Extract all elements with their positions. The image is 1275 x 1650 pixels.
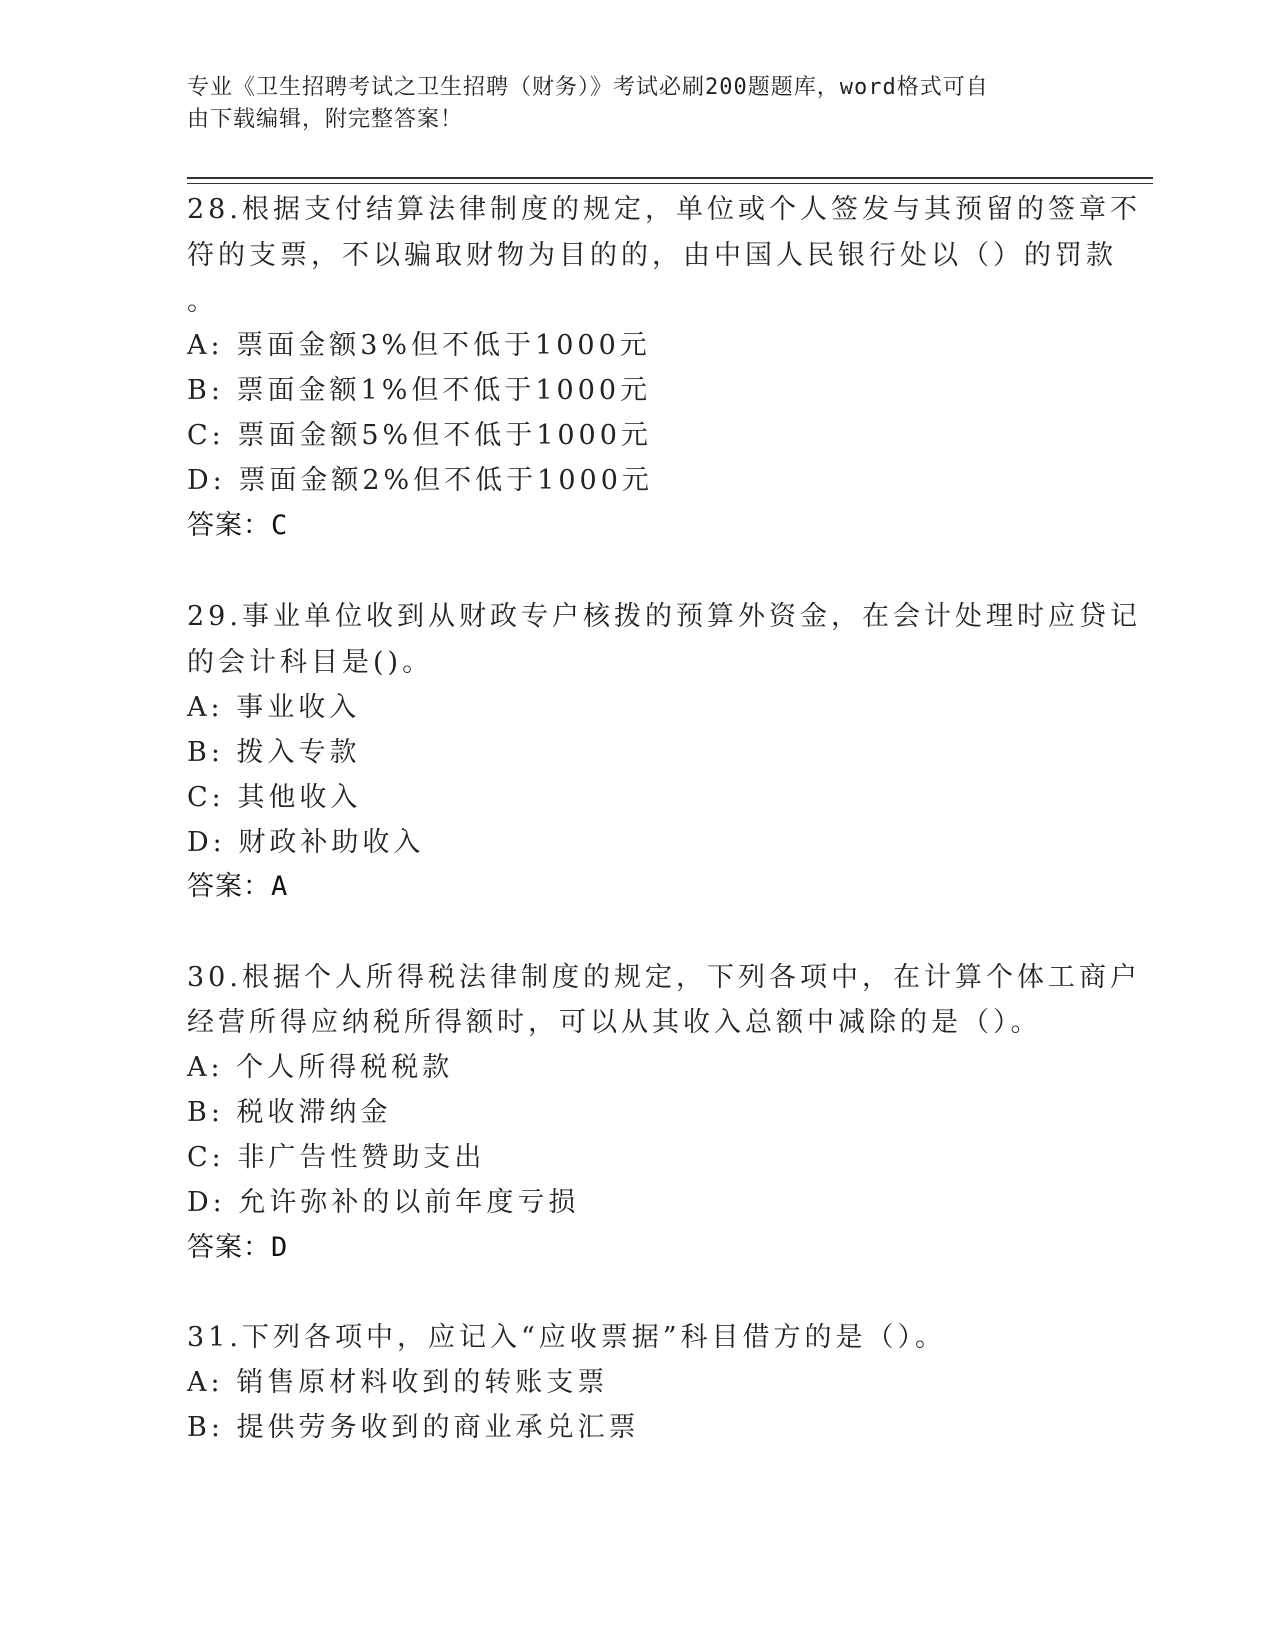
question-30-option-d (187, 1180, 579, 1226)
question-29-option-b (187, 730, 361, 776)
question-30-line-1: 30.根据个人所得税法律制度的规定，下列各项中，在计算个体工商户 (187, 962, 1141, 993)
option-text: 提供劳务收到的商业承兑汇票 (236, 1412, 640, 1443)
question-30-option-b (187, 1090, 392, 1136)
option-text: 其他收入 (237, 782, 362, 813)
question-29-option-d (187, 820, 424, 866)
option-key: C: (187, 420, 225, 451)
header-divider-thick (187, 177, 1153, 179)
question-28-answer: 答案：C (187, 510, 289, 541)
option-key: B: (187, 1097, 224, 1128)
option-text: 税收滞纳金 (236, 1097, 392, 1128)
question-31-option-b (187, 1405, 640, 1451)
question-29-line-1: 29.事业单位收到从财政专户核拨的预算外资金，在会计处理时应贷记 (187, 601, 1141, 632)
option-key: A: (187, 692, 224, 723)
header-line-1: 专业《卫生招聘考试之卫生招聘（财务）》考试必刷200题题库，word格式可自 (187, 75, 989, 100)
question-28-option-d (187, 458, 653, 504)
document-header (187, 72, 1067, 136)
option-key: D: (187, 1187, 226, 1218)
question-28-option-c (187, 413, 652, 459)
option-key: B: (187, 1412, 224, 1443)
question-29-option-a (187, 685, 360, 731)
question-29-answer: 答案：A (187, 871, 289, 902)
question-29-line-2: 的会计科目是()。 (187, 647, 434, 678)
option-key: C: (187, 782, 225, 813)
option-key: B: (187, 737, 224, 768)
option-text: 事业收入 (236, 692, 361, 723)
option-text: 票面金额3%但不低于1000元 (236, 330, 651, 361)
option-key: A: (187, 1052, 224, 1083)
option-key: A: (187, 1367, 224, 1398)
option-key: D: (187, 827, 226, 858)
question-29-option-c (187, 775, 361, 821)
question-28-line-3: 。 (187, 286, 218, 317)
option-text: 票面金额5%但不低于1000元 (237, 420, 652, 451)
option-key: A: (187, 330, 224, 361)
option-text: 允许弥补的以前年度亏损 (238, 1187, 580, 1218)
question-28-option-b (187, 368, 651, 414)
question-28-line-2: 符的支票，不以骗取财物为目的的，由中国人民银行处以（）的罚款 (187, 240, 1117, 271)
question-28-line-1: 28.根据支付结算法律制度的规定，单位或个人签发与其预留的签章不 (187, 194, 1141, 225)
option-text: 个人所得税税款 (236, 1052, 454, 1083)
question-31-line-1: 31.下列各项中，应记入“应收票据”科目借方的是（）。 (187, 1322, 947, 1353)
header-line-2: 由下载编辑，附完整答案！ (187, 107, 464, 132)
option-text: 财政补助收入 (238, 827, 425, 858)
option-key: B: (187, 375, 224, 406)
question-30-answer: 答案：D (187, 1232, 289, 1263)
option-text: 拨入专款 (236, 737, 361, 768)
question-28-option-a (187, 323, 651, 369)
option-text: 销售原材料收到的转账支票 (236, 1367, 609, 1398)
option-text: 票面金额1%但不低于1000元 (236, 375, 652, 406)
option-key: D: (187, 465, 226, 496)
question-30-option-a (187, 1045, 453, 1091)
question-30-option-c (187, 1135, 485, 1181)
header-divider-thin (187, 183, 1153, 184)
question-30-line-2: 经营所得应纳税所得额时，可以从其收入总额中减除的是（）。 (187, 1007, 1042, 1038)
question-31-option-a (187, 1360, 608, 1406)
option-key: C: (187, 1142, 225, 1173)
option-text: 票面金额2%但不低于1000元 (238, 465, 653, 496)
option-text: 非广告性赞助支出 (237, 1142, 486, 1173)
